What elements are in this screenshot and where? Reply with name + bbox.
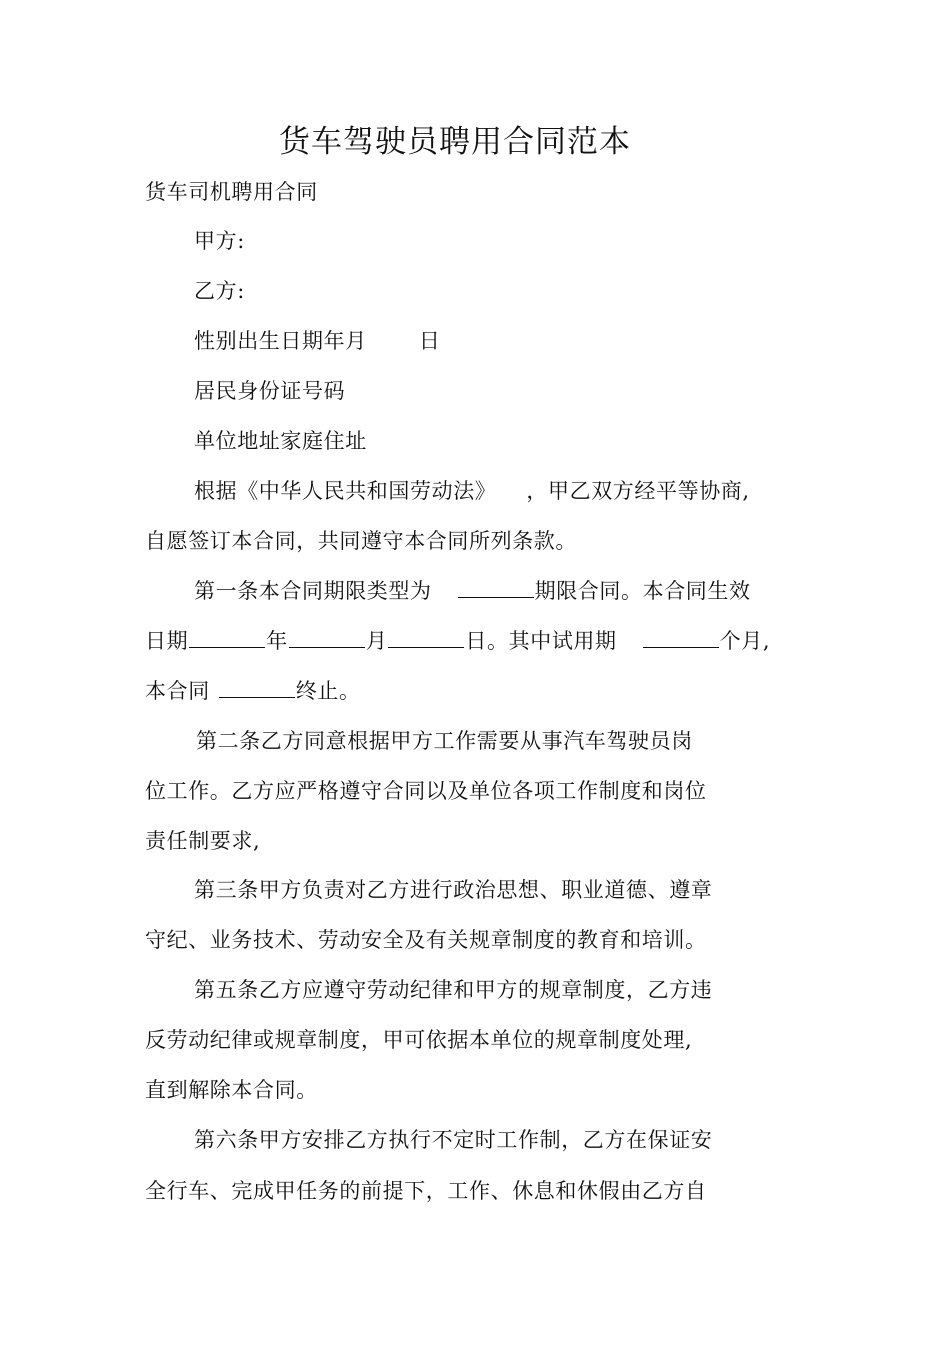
article-6-line-1: 第六条甲方安排乙方执行不定时工作制，乙方在保证安 — [194, 1128, 713, 1152]
party-a-label: 甲方: — [194, 229, 245, 253]
address-line: 单位地址家庭住址 — [194, 429, 367, 453]
article-2-line-1: 第二条乙方同意根据甲方工作需要从事汽车驾驶员岗 — [196, 729, 693, 753]
article-3-line-1: 第三条甲方负责对乙方进行政治思想、职业道德、遵章 — [194, 878, 713, 902]
contract-type-blank[interactable] — [458, 577, 534, 598]
article-1-line-2 — [145, 625, 770, 657]
contract-subtitle: 货车司机聘用合同 — [145, 180, 318, 204]
article-2-line-3: 责任制要求, — [145, 829, 261, 853]
id-number-line: 居民身份证号码 — [194, 379, 346, 403]
article-5-line-2: 反劳动纪律或规章制度，甲可依据本单位的规章制度处理, — [145, 1028, 693, 1052]
basis-line-2: 自愿签订本合同，共同遵守本合同所列条款。 — [145, 529, 577, 553]
probation-months-blank[interactable] — [643, 627, 719, 648]
article-1-text-a: 第一条本合同期限类型为 — [194, 579, 432, 603]
party-b-label: 乙方: — [194, 279, 245, 303]
effective-day-blank[interactable] — [388, 627, 464, 648]
end-date-blank[interactable] — [219, 677, 295, 698]
basis-text-1b: ，甲乙双方经平等协商, — [526, 479, 750, 503]
article-6-line-2: 全行车、完成甲任务的前提下，工作、休息和休假由乙方自 — [145, 1179, 707, 1203]
gender-birth-text: 性别出生日期年月 — [194, 329, 367, 353]
effective-year-blank[interactable] — [189, 627, 265, 648]
effective-month-blank[interactable] — [289, 627, 365, 648]
article-1-line-3 — [145, 675, 361, 707]
probation-label: 日。其中试用期 — [465, 629, 617, 653]
day-text: 日 — [418, 329, 441, 353]
article-5-line-1: 第五条乙方应遵守劳动纪律和甲方的规章制度，乙方违 — [194, 978, 713, 1002]
article-2-line-2: 位工作。乙方应严格遵守合同以及单位各项工作制度和岗位 — [145, 779, 707, 803]
article-1-text-b: 期限合同。本合同生效 — [534, 579, 751, 603]
document-title: 货车驾驶员聘用合同范本 — [279, 124, 631, 160]
year-label: 年 — [266, 629, 288, 653]
article-1-line-1 — [194, 575, 751, 607]
month-label: 月 — [365, 629, 388, 653]
article-1-end-label: 本合同 — [145, 679, 210, 703]
basis-line-1 — [194, 475, 750, 507]
article-5-line-3: 直到解除本合同。 — [145, 1078, 318, 1102]
termination-label: 终止。 — [295, 679, 361, 703]
basis-text-1: 根据《中华人民共和国劳动法》 — [194, 479, 497, 503]
months-label: 个月, — [719, 629, 771, 653]
article-3-line-2: 守纪、业务技术、劳动安全及有关规章制度的教育和培训。 — [145, 928, 707, 952]
gender-birth-line — [194, 325, 440, 357]
article-1-date-label: 日期 — [145, 629, 189, 653]
